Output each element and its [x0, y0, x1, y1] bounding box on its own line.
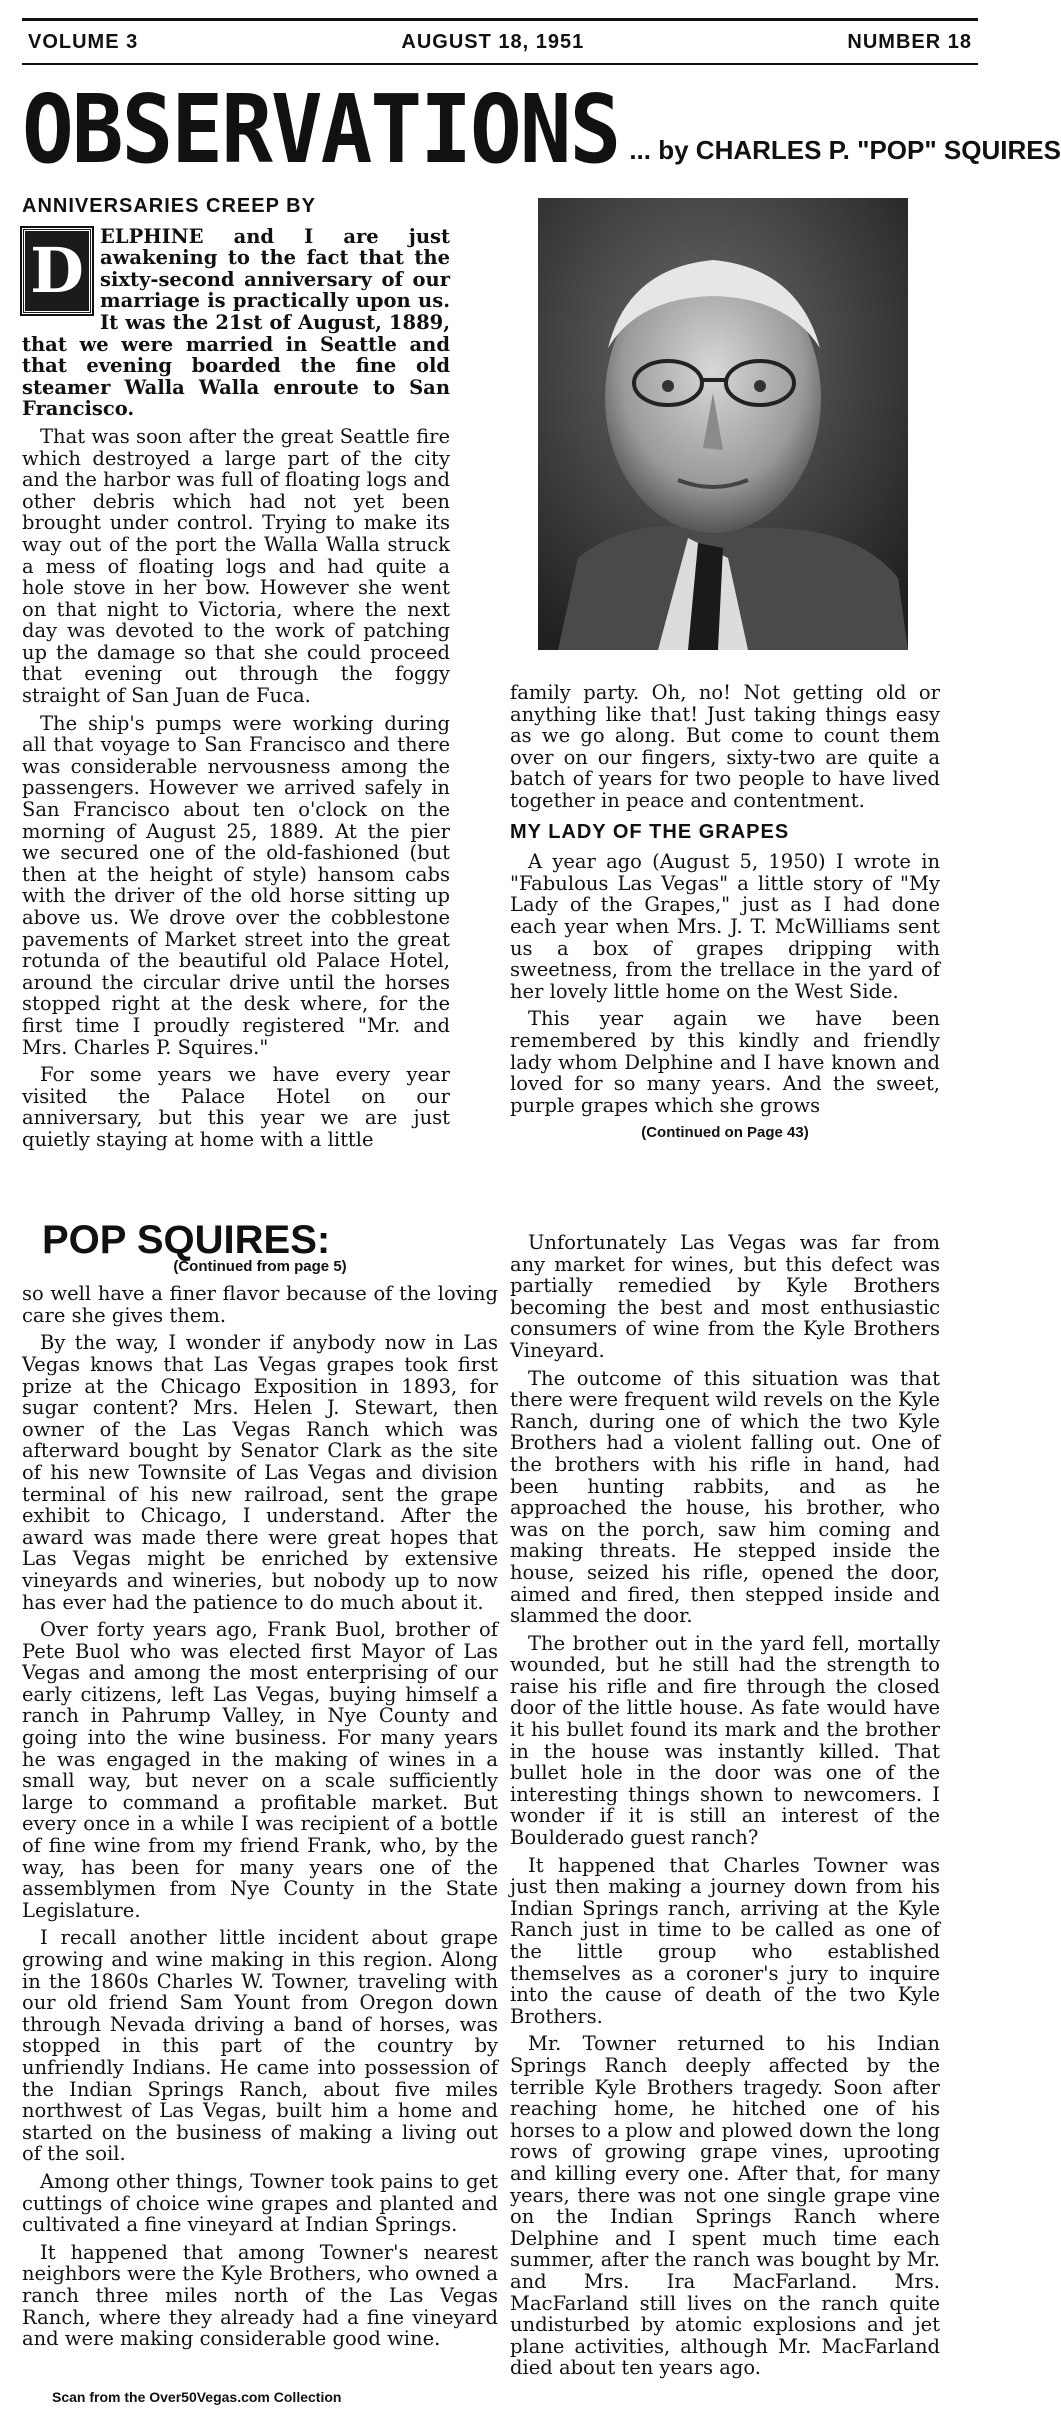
section-heading: ANNIVERSARIES CREEP BY	[22, 195, 316, 217]
issue-number: NUMBER 18	[847, 30, 972, 53]
drop-cap: D	[22, 228, 92, 314]
issue-date: AUGUST 18, 1951	[401, 30, 585, 53]
portrait-illustration	[538, 198, 908, 650]
continuation-column-left	[22, 1218, 498, 2356]
paragraph: Mr. Towner returned to his Indian Springs Ranch deeply affected by the terrible Kyle Brothers tragedy. Soon after reaching home, he hitched one of his horses to a plow and plowed down the long rows of growing grape vines, uprooting and killing every one. After that, for many years, there was not one single grape vine on the Indian Springs Ranch where Delphine and I spent much time each summer, after the ranch was bought by Mr. and Mrs. Ira MacFarland. Mrs. MacFarland still lives on the ranch quite undisturbed by atomic explosions and jet plane activities, although Mr. MacFarland died about ten years ago.	[510, 2032, 940, 2380]
article-column-right	[510, 682, 940, 1144]
paragraph: This year again we have been remembered by this kindly and friendly lady whom Delphine and I have known and loved for so many years. And the sweet, purple grapes which she grows	[510, 1007, 940, 1117]
paragraph: By the way, I wonder if anybody now in Las Vegas knows that Las Vegas grapes took first prize at the Chicago Exposition in 1893, for sugar content? Mrs. Helen J. Stewart, then owner of the Las Vegas Ranch which was afterward bought by Senator Clark as the site of his new Townsite of Las Vegas and division terminal of his new railroad, sent the grape exhibit to Chicago, I understand. After the award was made there were great hopes that Las Vegas might be enriched by extensive vineyards and wineries, but nobody up to now has ever had the patience to do much about it.	[22, 1331, 498, 1614]
byline: ... by CHARLES P. "POP" SQUIRES	[629, 135, 1061, 165]
paragraph: The ship's pumps were working during all that voyage to San Francisco and there was considerable nervousness among the passengers. However we arrived safely in San Francisco about ten o'clock on the morning of August 25, 1889. At the pier we secured one of the old-fashioned (but then at the height of style) hansom cabs with the driver of the old horse sitting up above us. We drove over the cobblestone pavements of Market street into the great rotunda of the beautiful old Palace Hotel, around the circular drive until the horses stopped right at the desk where, for the first time I proudly registered "Mr. and Mrs. Charles P. Squires."	[22, 711, 450, 1059]
article-column-left	[22, 196, 450, 1157]
paragraph: The outcome of this situation was that there were frequent wild revels on the Kyle Ranch, during one of which the two Kyle Brothers had a violent falling out. One of the brothers with his rifle in hand, had been hunting rabbits, and as he approached the house, his brother, who was on the porch, saw him coming and making threats. He stepped inside the house, seized his rifle, opened the door, aimed and fired, then stepped inside and slammed the door.	[510, 1366, 940, 1628]
paragraph: That was soon after the great Seattle fire which destroyed a large part of the city and the harbor was full of floating logs and other debris which had not yet been brought under control. Trying to make its way out of the port the Walla Walla struck a mess of floating logs and had quite a hole stove in her bow. However she went on that night to Victoria, where the next day was devoted to the work of patching up the damage so that she could proceed that evening out through the foggy straight of San Juan de Fuca.	[22, 424, 450, 708]
continuation-title: POP SQUIRES:	[42, 1218, 331, 1262]
lead-paragraph: ELPHINE and I are just awakening to the fact that the sixty-second anniversary of our marriage is practically upon us. It was the 21st of August, 1889, that we were married in Seattle and that evening boarded the fine old steamer Walla Walla enroute to San Francisco.	[22, 224, 450, 421]
paragraph: family party. Oh, no! Not getting old or anything like that! Just taking things easy as we go along. But come to count them over on our fingers, sixty-two are quite a batch of years for two people to have lived together in peace and contentment.	[510, 681, 940, 812]
continued-from-note: (Continued from page 5)	[173, 1257, 347, 1275]
paragraph: For some years we have every year visited the Palace Hotel on our anniversary, but this year we are just quietly staying at home with a little	[22, 1063, 450, 1151]
continuation-column-right	[510, 1232, 940, 2385]
continued-note: (Continued on Page 43)	[641, 1124, 809, 1142]
paragraph: I recall another little incident about grape growing and wine making in this region. Along in the 1860s Charles W. Towner, traveling with our old friend Sam Yount from Oregon down through Nevada driving a band of horses, was stopped in this part of the country by unfriendly Indians. He came into possession of the Indian Springs Ranch, about five miles northwest of Las Vegas, built him a home and started on the business of making a living out of the soil.	[22, 1926, 498, 2166]
paragraph: Over forty years ago, Frank Buol, brother of Pete Buol who was elected first Mayor of Las Vegas and among the most enterprising of our early citizens, left Las Vegas, buying himself a ranch in Pahrump Valley, in Nye County and going into the wine business. For many years he was engaged in the making of wines in a small way, but never on a scale sufficiently large to command a profitable market. But every once in a while I was recipient of a bottle of fine wine from my friend Frank, who, by the way, has been for many years one of the assemblymen from Nye County in the State Legislature.	[22, 1618, 498, 1922]
column-title: OBSERVATIONS	[22, 75, 620, 185]
masthead	[22, 18, 978, 65]
section-heading: MY LADY OF THE GRAPES	[510, 820, 790, 843]
volume-label: VOLUME 3	[28, 30, 139, 53]
column-header	[22, 75, 1061, 185]
paragraph: Unfortunately Las Vegas was far from any market for wines, but this defect was partially remedied by Kyle Brothers becoming the best and most enthusiastic consumers of wine from the Kyle Brothers Vineyard.	[510, 1231, 940, 1362]
paragraph: The brother out in the yard fell, mortally wounded, but he still had the strength to raise his rifle and fire through the closed door of the little house. As fate would have it his bullet found its mark and the brother in the house was instantly killed. That bullet hole in the door was one of the interesting things shown to newcomers. I wonder if it is still an interest of the Boulderado guest ranch?	[510, 1631, 940, 1850]
paragraph: It happened that among Towner's nearest neighbors were the Kyle Brothers, who owned a ranch three miles north of the Las Vegas Ranch, where they already had a fine vineyard and were making considerable good wine.	[22, 2240, 498, 2351]
author-portrait-photo	[538, 198, 908, 650]
scan-credit: Scan from the Over50Vegas.com Collection	[52, 2389, 342, 2405]
paragraph: A year ago (August 5, 1950) I wrote in "Fabulous Las Vegas" a little story of "My Lady of the Grapes," just as I had done each year when Mrs. J. T. McWilliams sent us a box of grapes dripping with sweetness, from the trellace in the yard of her lovely little home on the West Side.	[510, 850, 940, 1003]
paragraph: so well have a finer flavor because of the loving care she gives them.	[22, 1282, 498, 1327]
paragraph: Among other things, Towner took pains to get cuttings of choice wine grapes and planted and cultivated a fine vineyard at Indian Springs.	[22, 2169, 498, 2237]
paragraph: It happened that Charles Towner was just then making a journey down from his Indian Springs ranch, arriving at the Kyle Ranch just in time to be called as one of the little group who established themselves as a coroner's jury to inquire into the cause of death of the two Kyle Brothers.	[510, 1853, 940, 2028]
